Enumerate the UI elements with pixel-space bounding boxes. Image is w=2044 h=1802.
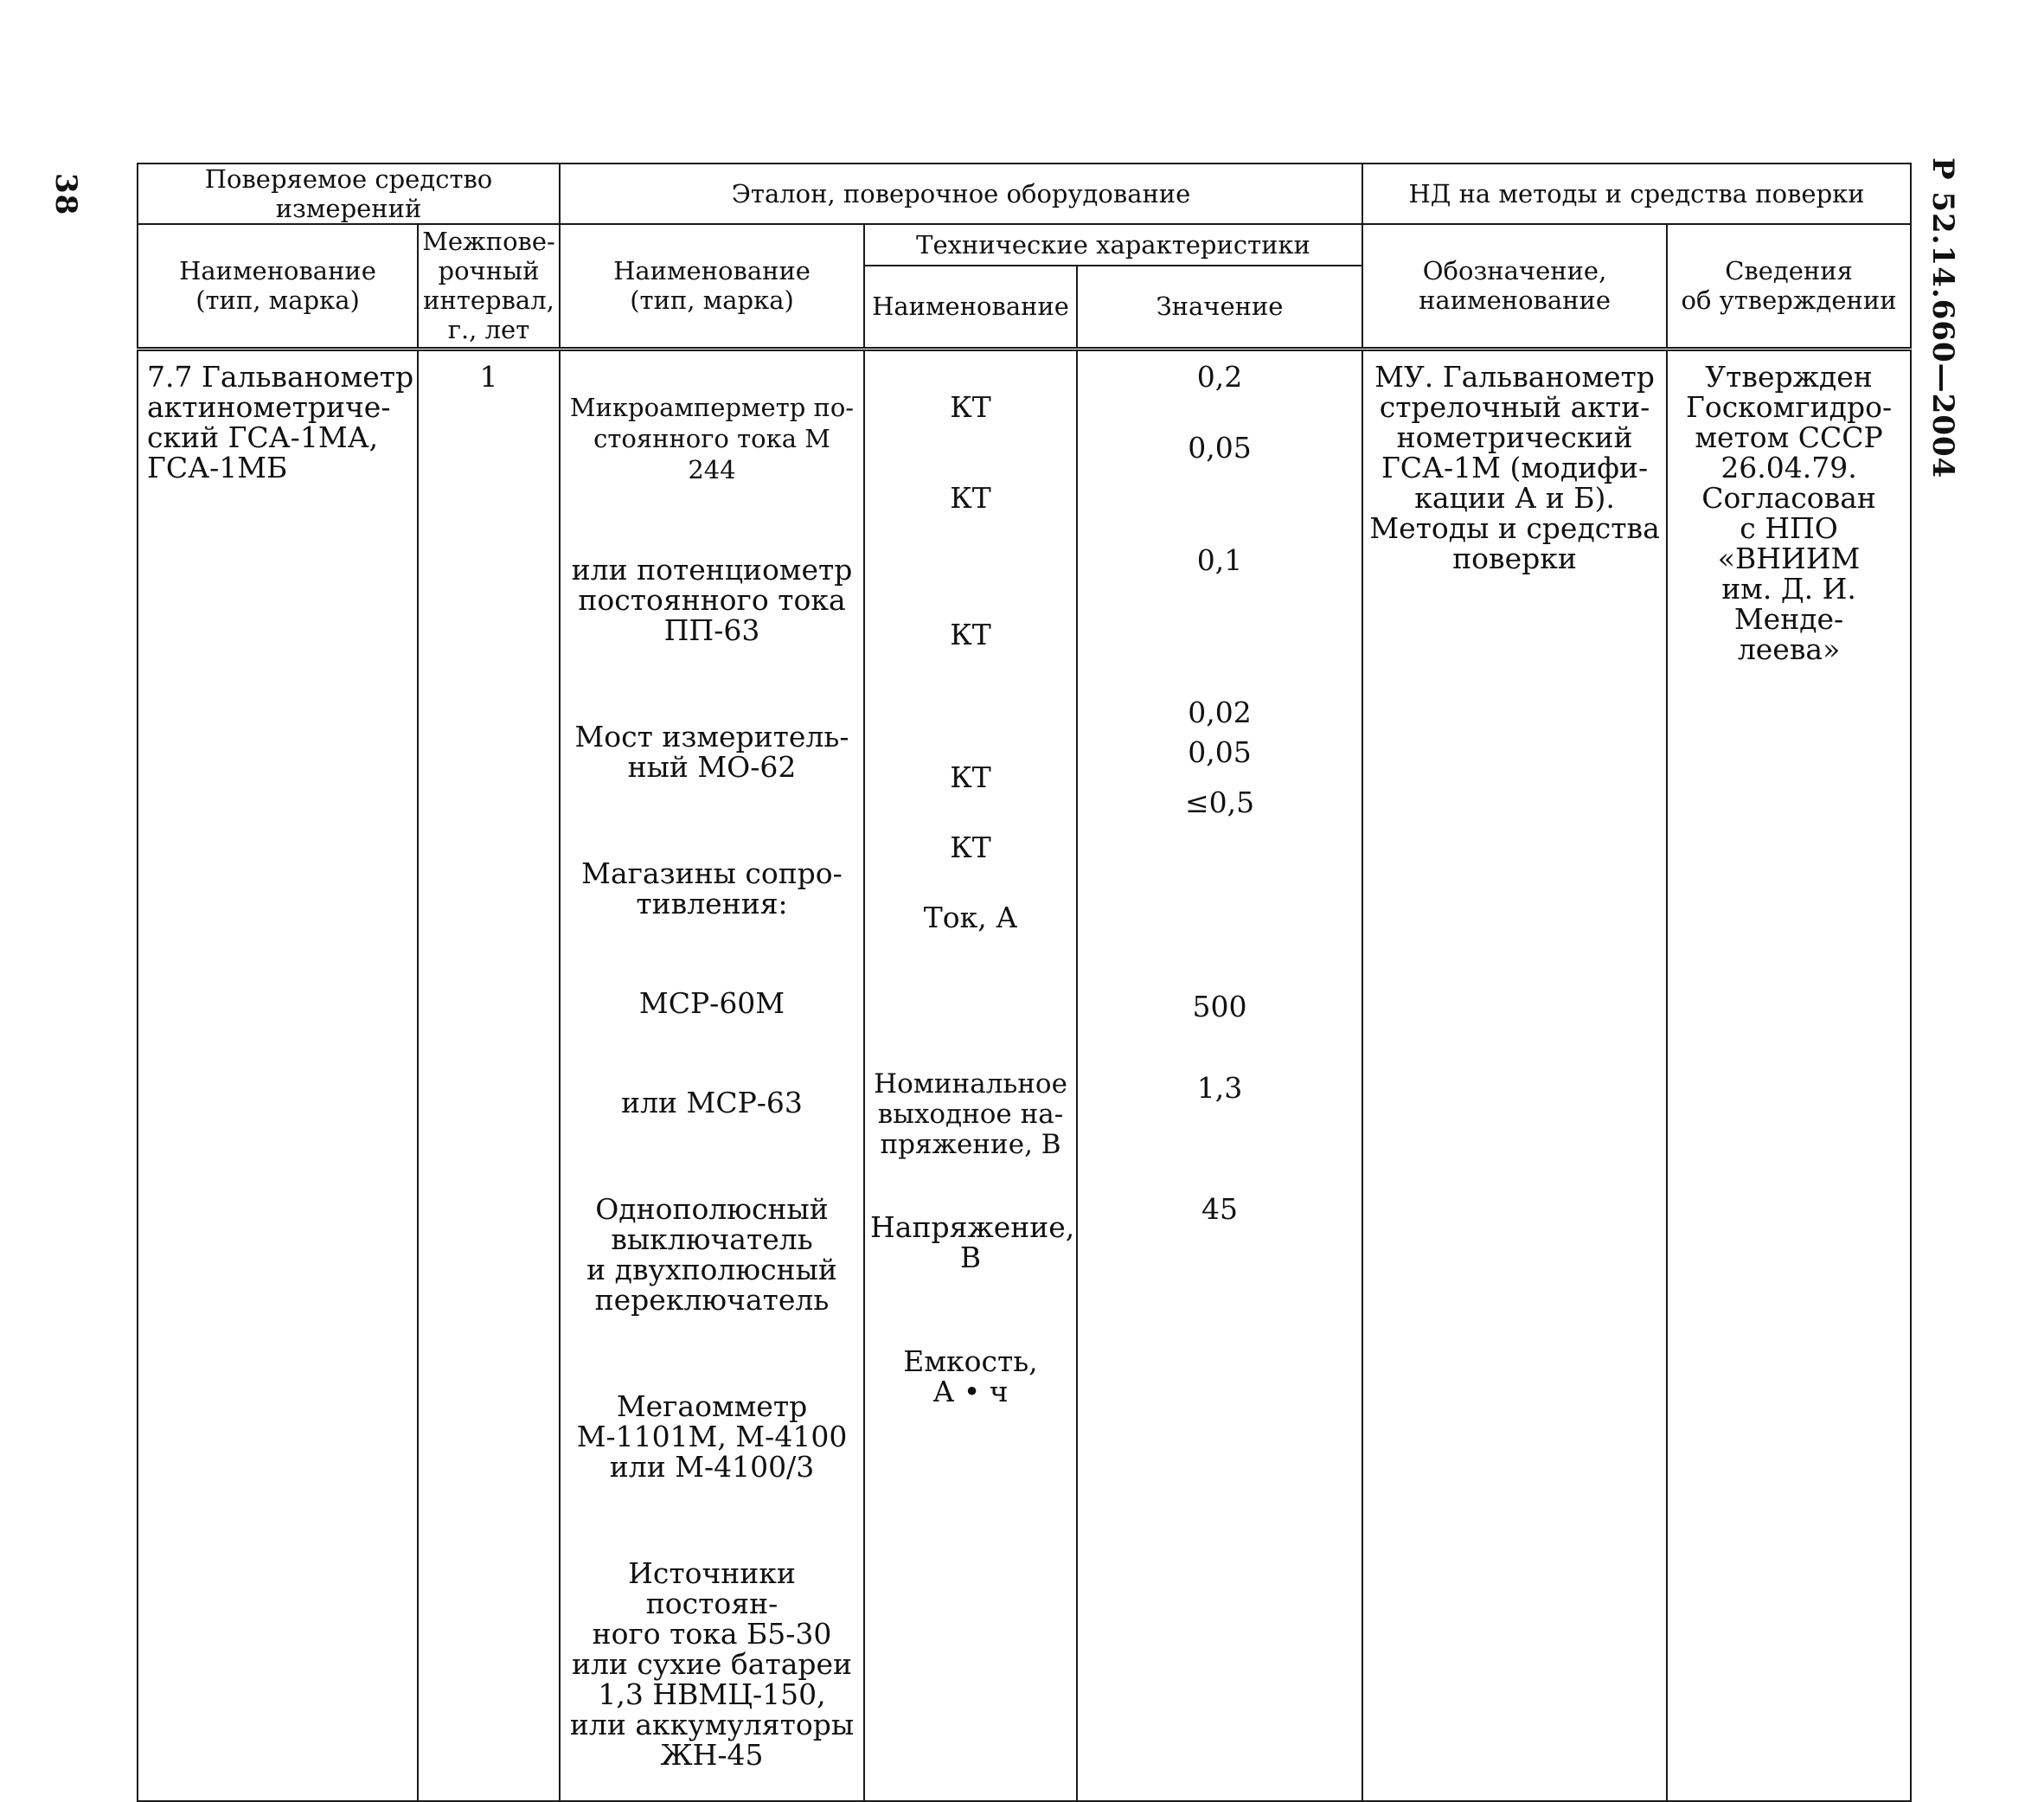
etalon-item-name: Мост измеритель- ный МО-62 (574, 719, 849, 784)
measured-instrument-cell (138, 349, 418, 1801)
nd-designation-text: МУ. Гальванометр стрелочный акти- нометрический ГСА-1М (модифи- кации А и Б). Методы и средства поверки (1369, 359, 1660, 575)
etalon-item-name: Однополюсный выключатель и двухполюсный переключатель (586, 1191, 837, 1317)
tech-names-cell (864, 349, 1077, 1801)
tech-char: КТ (950, 617, 991, 651)
etalon-item-name: МСР-60М (638, 985, 785, 1020)
header-normative-docs: НД на методы и средства поверки (1362, 164, 1911, 224)
etalon-item-name: Мегаомметр М-1101М, М-4100 или М-4100/3 (576, 1388, 848, 1484)
etalon-item-name: Магазины сопро- тивления: (581, 856, 843, 920)
tech-value: 0,02 (1188, 695, 1252, 729)
document-code: Р 52.14.660—2004 (1925, 157, 1960, 479)
tech-char: Емкость, А • ч (903, 1343, 1038, 1408)
tech-value: 45 (1201, 1191, 1239, 1226)
tech-char: Напряжение, В (870, 1209, 1075, 1274)
header-tech-characteristics: Технические характеристики (864, 224, 1362, 266)
etalon-item-name: или потенциометр постоянного тока ПП-63 (571, 552, 853, 647)
tech-char: Номинальное выходное на- пряжение, В (874, 1068, 1067, 1160)
etalon-names-cell (560, 349, 864, 1801)
etalon-item-name: Источники постоян- ного тока Б5-30 или сухие батареи 1,3 НВМЦ-150, или аккумуляторы ЖН-45 (569, 1555, 855, 1772)
header-etalon: Эталон, поверочное оборудование (560, 164, 1362, 224)
header-measured-instrument: Поверяемое средство измерений (138, 164, 560, 224)
page-number: 38 (48, 173, 83, 216)
tech-value: 0,05 (1188, 734, 1252, 769)
measured-instrument-name: 7.7 Гальванометр актинометриче- ский ГСА-1МА, ГСА-1МБ (147, 359, 414, 484)
etalon-item-name: или МСР-63 (621, 1085, 803, 1119)
verification-table (137, 163, 1912, 1802)
tech-char: КТ (950, 480, 991, 515)
header-nd-approval: Сведения об утверждении (1667, 224, 1911, 349)
interval-cell (418, 349, 560, 1801)
tech-value: 500 (1192, 989, 1247, 1023)
nd-designation-cell (1362, 349, 1667, 1801)
tech-value: 0,2 (1196, 359, 1243, 394)
interval-value: 1 (479, 359, 498, 394)
header-nd-designation: Обозначение, наименование (1362, 224, 1667, 349)
tech-char: КТ (950, 760, 991, 794)
tech-values-cell (1077, 349, 1362, 1801)
tech-value: 1,3 (1196, 1070, 1243, 1105)
nd-approval-text: Утвержден Госкомгидро- метом СССР 26.04.79. Согласован с НПО «ВНИИМ им. Д. И. Менде- леева» (1685, 359, 1893, 666)
tech-value: ≤0,5 (1184, 785, 1255, 819)
header-measured-name: Наименование (тип, марка) (138, 224, 418, 349)
tech-char: КТ (950, 389, 991, 424)
tech-char: КТ (950, 830, 991, 864)
tech-char: Ток, А (923, 900, 1018, 934)
header-tech-name: Наименование (864, 266, 1077, 349)
tech-value: 0,1 (1196, 542, 1243, 577)
nd-approval-cell (1667, 349, 1911, 1801)
header-interval: Межпове- рочный интервал, г., лет (418, 224, 560, 349)
etalon-item-name: Микроамперметр по- стоянного тока М 244 (569, 392, 855, 484)
header-tech-value: Значение (1077, 266, 1362, 349)
header-etalon-name: Наименование (тип, марка) (560, 224, 864, 349)
tech-value: 0,05 (1188, 430, 1252, 465)
